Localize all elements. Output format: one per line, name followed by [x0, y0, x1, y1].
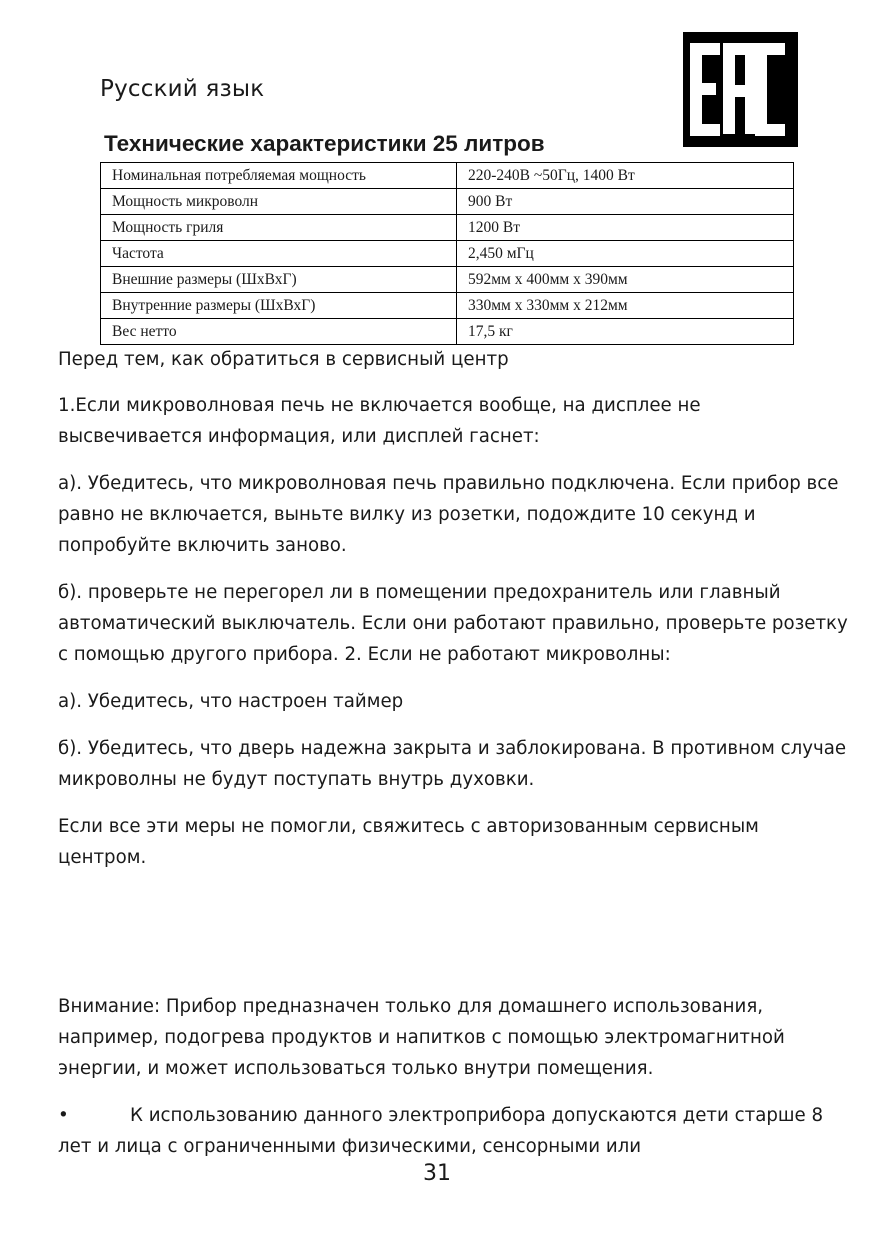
bullet-text: К использованию данного электроприбора допускаются дети старше 8 лет и лица с ограниченными физическими, сенсорными или — [58, 1105, 824, 1157]
table-row — [101, 215, 794, 241]
spec-table — [100, 162, 794, 345]
spec-value: 2,450 мГц — [457, 241, 794, 267]
paragraph: Если все эти меры не помогли, свяжитесь с авторизованным сервисным центром. — [58, 816, 759, 868]
spacer — [58, 889, 848, 991]
spec-value: 1200 Вт — [457, 215, 794, 241]
bullet-icon: • — [58, 1105, 69, 1126]
table-row — [101, 163, 794, 189]
spec-label: Частота — [101, 241, 457, 267]
spec-label: Вес нетто — [101, 319, 457, 345]
spec-value: 220-240В ~50Гц, 1400 Вт — [457, 163, 794, 189]
table-row — [101, 293, 794, 319]
table-row — [101, 319, 794, 345]
paragraph: б). Убедитесь, что дверь надежна закрыта и заблокирована. В противном случае микроволны не будут поступать внутрь духовки. — [58, 738, 847, 790]
table-row — [101, 189, 794, 215]
table-row — [101, 241, 794, 267]
spec-label: Внутренние размеры (ШхВхГ) — [101, 293, 457, 319]
spec-value: 330мм х 330мм х 212мм — [457, 293, 794, 319]
spec-label: Мощность микроволн — [101, 189, 457, 215]
paragraph: б). проверьте не перегорел ли в помещении предохранитель или главный автоматический выключатель. Если они работают правильно, проверьте розетку с помощью другого прибора. 2. Если не работают микроволны: — [58, 582, 848, 665]
spec-table-title: Технические характеристики 25 литров — [104, 131, 545, 156]
spec-label: Внешние размеры (ШхВхГ) — [101, 267, 457, 293]
eac-certification-logo — [683, 32, 798, 147]
spec-value: 592мм х 400мм х 390мм — [457, 267, 794, 293]
warning-paragraph: Внимание: Прибор предназначен только для домашнего использования, например, подогрева продуктов и напитков с помощью электромагнитной энергии, и может использоваться только внутри помещения. — [58, 996, 785, 1079]
paragraph: а). Убедитесь, что настроен таймер — [58, 691, 404, 712]
spec-label: Номинальная потребляемая мощность — [101, 163, 457, 189]
language-heading: Русский язык — [100, 76, 265, 102]
spec-value: 17,5 кг — [457, 319, 794, 345]
document-body — [58, 344, 848, 1178]
table-row — [101, 267, 794, 293]
bullet-item — [58, 1100, 848, 1162]
spec-label: Мощность гриля — [101, 215, 457, 241]
troubleshooting-heading: Перед тем, как обратиться в сервисный центр — [58, 349, 509, 370]
eac-logo-mark — [683, 32, 798, 147]
paragraph: а). Убедитесь, что микроволновая печь правильно подключена. Если прибор все равно не включается, выньте вилку из розетки, подождите 10 секунд и попробуйте включить заново. — [58, 473, 839, 556]
page-number: 31 — [423, 1161, 451, 1186]
paragraph: 1.Если микроволновая печь не включается вообще, на дисплее не высвечивается информация, или дисплей гаснет: — [58, 395, 701, 447]
spec-value: 900 Вт — [457, 189, 794, 215]
